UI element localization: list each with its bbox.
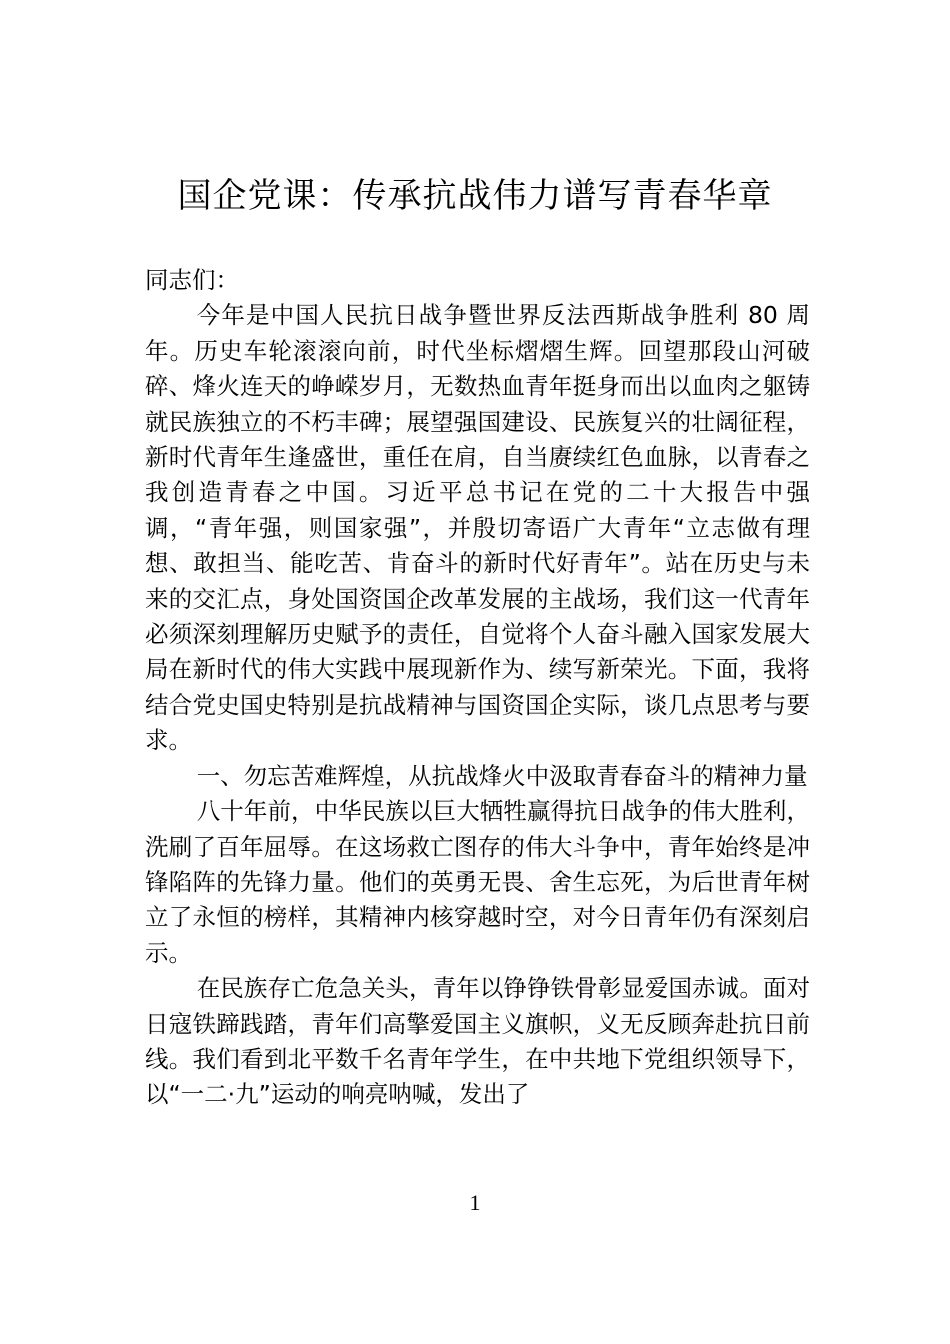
document-body [145,263,810,1113]
page-number: 1 [469,1190,481,1215]
section-heading-1: 一、勿忘苦难辉煌，从抗战烽火中汲取青春奋斗的精神力量 [196,761,808,790]
greeting: 同志们： [145,266,239,294]
document-title: 国企党课：传承抗战伟力谱写青春华章 [177,176,773,216]
paragraph-intro: 今年是中国人民抗日战争暨世界反法西斯战争胜利 80 周年。历史车轮滚滚向前，时代坐标熠熠生辉。回望那段山河破碎、烽火连天的峥嵘岁月，无数热血青年挺身而出以血肉之躯铸就民族独立的不朽丰碑；展望强国建设、民族复兴的壮阔征程，新时代青年生逢盛世，重任在肩，自当赓续红色血脉，以青春之我创造青春之中国。习近平总书记在党的二十大报告中强调，“青年强，则国家强”，并殷切寄语广大青年“立志做有理想、敢担当、能吃苦、肯奋斗的新时代好青年”。站在历史与未来的交汇点，身处国资国企改革发展的主战场，我们这一代青年必须深刻理解历史赋予的责任，自觉将个人奋斗融入国家发展大局在新时代的伟大实践中展现新作为、续写新荣光。下面，我将结合党史国史特别是抗战精神与国资国企实际，谈几点思考与要求。 [145,301,810,755]
paragraph-section-1-a: 八十年前，中华民族以巨大牺牲赢得抗日战争的伟大胜利，洗刷了百年屈辱。在这场救亡图存的伟大斗争中，青年始终是冲锋陷阵的先锋力量。他们的英勇无畏、舍生忘死，为后世青年树立了永恒的榜样，其精神内核穿越时空，对今日青年仍有深刻启示。 [145,797,810,967]
paragraph-section-1-b: 在民族存亡危急关头，青年以铮铮铁骨彰显爱国赤诚。面对日寇铁蹄践踏，青年们高擎爱国主义旗帜，义无反顾奔赴抗日前线。我们看到北平数千名青年学生，在中共地下党组织领导下，以“一二·九”运动的响亮呐喊，发出了 [145,974,810,1109]
